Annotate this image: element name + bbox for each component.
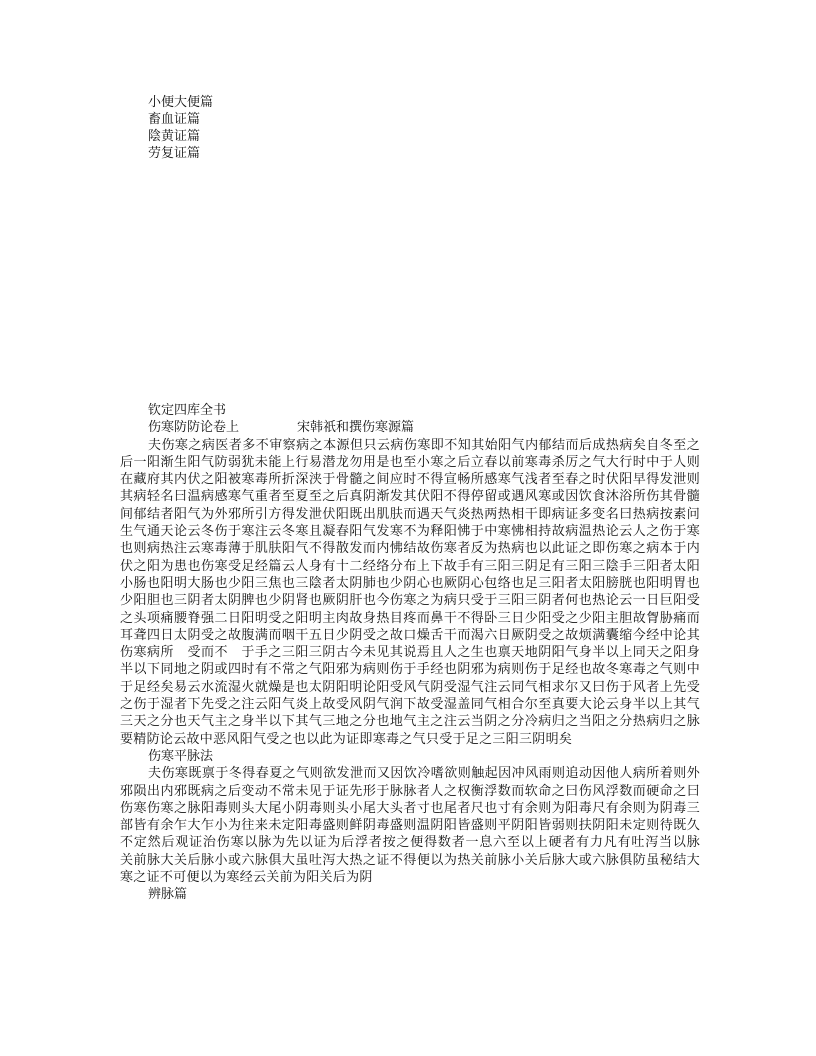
section-heading: 辨脉篇 — [148, 887, 188, 903]
toc-item: 陰黄证篇 — [148, 129, 201, 144]
chapter-title: 伤寒防防论卷上 — [148, 420, 240, 436]
paragraph: 夫伤寒之病医者多不审察病之本源但只云病伤寒即不知其始阳气内郁结而后成热病矣自冬至之后一阳渐生阳气防弱犹未能上行易潜龙勿用是也至小寒之后立春以前寒毒杀厉之气大行时中于人则 在藏府其内伏之阳被寒毒所折深浃于骨髓之间应时不得宣畅所感寒气浅者至春之时伏阳早得发泄则其病轻名曰温病感寒气重者至夏至之后真阴渐发其伏阳不得停留或遇风寒或因饮食沐浴所伤其骨髓间郁结者阳气为外邪所引方得发泄伏阳既出肌肤而遇天气炎热两热相干即病证多变名曰热病按素问生气通天论云冬伤于寒注云冬寒且凝春阳气发寒不为释阳怫于中寒怫相持故病温热论云人之伤于寒也则病热注云寒毒薄于肌肤阳气不得散发而内怫结故伤寒者反为热病也以此证之即伤寒之病本于内伏之阳为患也伤寒受足经篇云人身有十二经络分布上下故手有三阳三阴足有三阳三陰手三阳者太阳小肠也阳明大肠也少阳三焦也三陰者太阴肺也少阴心也厥阴心包络也足三阳者太阳膀胱也阳明胃也少阳胆也三阴者太阴脾也少阴肾也厥阴肝也今伤寒之为病只受于三阳三阴者何也热论云一日巨阳受之头项痛腰脊强二日阳明受之阳明主肉故身热目疼而鼻干不得卧三日少阳受之少阳主胆故胷胁痛而耳聋四日太阴受之故腹满而咽干五日少阴受之故口燥舌干而渴六日厥阴受之故烦满囊缩今经中论其伤寒病所 受而不 于手之三阳三阴古今未见其说焉且人之生也禀天地阴阳气身半以上同天之阳身半以下同地之阴或四时有不常之气阳邪为病则伤于手经也阴邪为病则伤于足经也故冬寒毒之气则中于足经矣易云水流湿火就燥是也太阴阳明论阳受风气阴受湿气注云同气相求尔又曰伤于风者上先受之伤于湿者下先受之注云阳气炎上故受风阴气润下故受湿盖同气相合尔至真要大论云身半以上其气三天之分也天气主之身半以下其气三地之分也地气主之注云当阴之分冷病归之当阳之分热病归之脉要精防论云故中恶风阳气受之也以此为证即寒毒之气只受于足之三阳三阴明矣 — [120, 437, 714, 747]
table-of-contents — [148, 94, 213, 162]
section-title: 撰伤寒源篇 — [349, 420, 415, 436]
main-text — [120, 402, 714, 904]
section-heading: 伤寒平脉法 — [148, 748, 214, 764]
paragraph: 夫伤寒既禀于冬得春夏之气则欲发泄而又因饮冷嗜欲则触起因冲风雨则追动因他人病所着则外邪陨出内邪既病之后变动不常未见于证先形于脉脉者人之权衡浮数而软命之曰伤风浮数而硬命之曰伤寒伤寒之脉阳毒则头大尾小阴毒则头小尾大头者寸也尾者尺也寸有余则为阳毒尺有余则为阴毒三部皆有余乍大乍小为往来未定阳毒盛则鲜阴毒盛则温阴阳皆盛则平阴阳皆弱则扶阴阳未定则待既久不定然后观证治伤寒以脉为先以证为后浮者按之便得数者一息六至以上硬者有力凡有吐泻当以脉 关前脉大关后脉小或六脉俱大虽吐泻大热之证不得便以为热关前脉小关后脉大或六脉俱防虽秘结大寒之证不可便以为寒经云关前为阳关后为阴 — [120, 766, 714, 886]
book-title: 钦定四库全书 — [148, 403, 227, 418]
author-name: 韩祇和 — [310, 420, 350, 436]
toc-item: 劳复证篇 — [148, 146, 201, 161]
chapter-heading — [120, 419, 700, 436]
author-dynasty: 宋 — [297, 420, 311, 436]
toc-item: 畜血证篇 — [148, 112, 201, 127]
toc-item: 小便大便篇 — [148, 95, 214, 110]
